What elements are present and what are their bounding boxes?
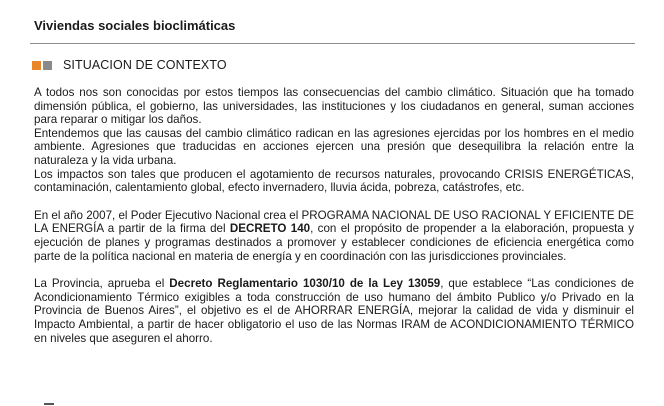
- decree-1030-label: Decreto Reglamentario 1030/10 de la Ley 13059: [169, 277, 441, 291]
- decree-140-label: DECRETO 140: [229, 222, 311, 236]
- paragraph-causes: Entendemos que las causas del cambio climático radican en las agresiones ejercidas por los hombres en el medio ambiente. Agresiones que traducidas en acciones ejercen una presión que desequilibra la relación entre la naturaleza y la vida urbana.: [34, 126, 634, 167]
- paragraph-context: [34, 86, 634, 195]
- paragraph-national-program: [34, 209, 634, 263]
- decree-140-text: , con el propósito de propender a la elaboración, propuesta y ejecución de planes y programas destinados a promover y establecer condiciones de eficiencia energética como parte de la política nacional en materia de energía y en coordinación con las jurisdicciones provinciales.: [34, 222, 634, 263]
- decree-1030-text: , que establece “Las condiciones de Acondicionamiento Térmico exigibles a toda construcción de uso humano del ámbito Publico y/o Privado en la Provincia de Buenos Aires”, el objetivo es el de AHORRAR ENERGÍA, mejorar la calidad de vida y disminuir el Impacto Ambiental, a partir de hacer obligatorio el uso de las Normas IRAM de ACONDICIONAMIENTO TÉRMICO en niveles que aseguren el ahorro.: [34, 277, 634, 345]
- bottom-marker: [44, 403, 54, 405]
- document-title: Viviendas sociales bioclimáticas: [34, 18, 236, 33]
- body-text: [34, 86, 634, 359]
- section-title: SITUACION DE CONTEXTO: [63, 58, 227, 72]
- section-heading: [32, 58, 227, 72]
- paragraph-climate-change: A todos nos son conocidas por estos tiempos las consecuencias del cambio climático. Situación que ha tomado dimensión pública, el gobierno, las universidades, las instituciones y los ciudadanos en general, suman acciones para reparar o mitigar los daños.: [34, 86, 634, 127]
- orange-square-icon: [32, 61, 41, 70]
- decree-1030-intro: La Provincia, aprueba el: [34, 277, 170, 291]
- grey-square-icon: [43, 61, 52, 70]
- paragraph-impacts: Los impactos son tales que producen el agotamiento de recursos naturales, provocando CRISIS ENERGÉTICAS, contaminación, calentamiento global, efecto invernadero, lluvia ácida, pobreza, catástrofes, etc.: [34, 167, 634, 195]
- paragraph-province: [34, 277, 634, 345]
- decree-140-intro: En el año 2007, el Poder Ejecutivo Nacional crea el PROGRAMA NACIONAL DE USO RACIONAL Y EFICIENTE DE LA ENERGÍA a partir de la firma del: [34, 208, 634, 236]
- paragraph-decree-140: [34, 209, 634, 263]
- paragraph-decree-1030: [34, 277, 634, 345]
- title-divider: [30, 43, 635, 44]
